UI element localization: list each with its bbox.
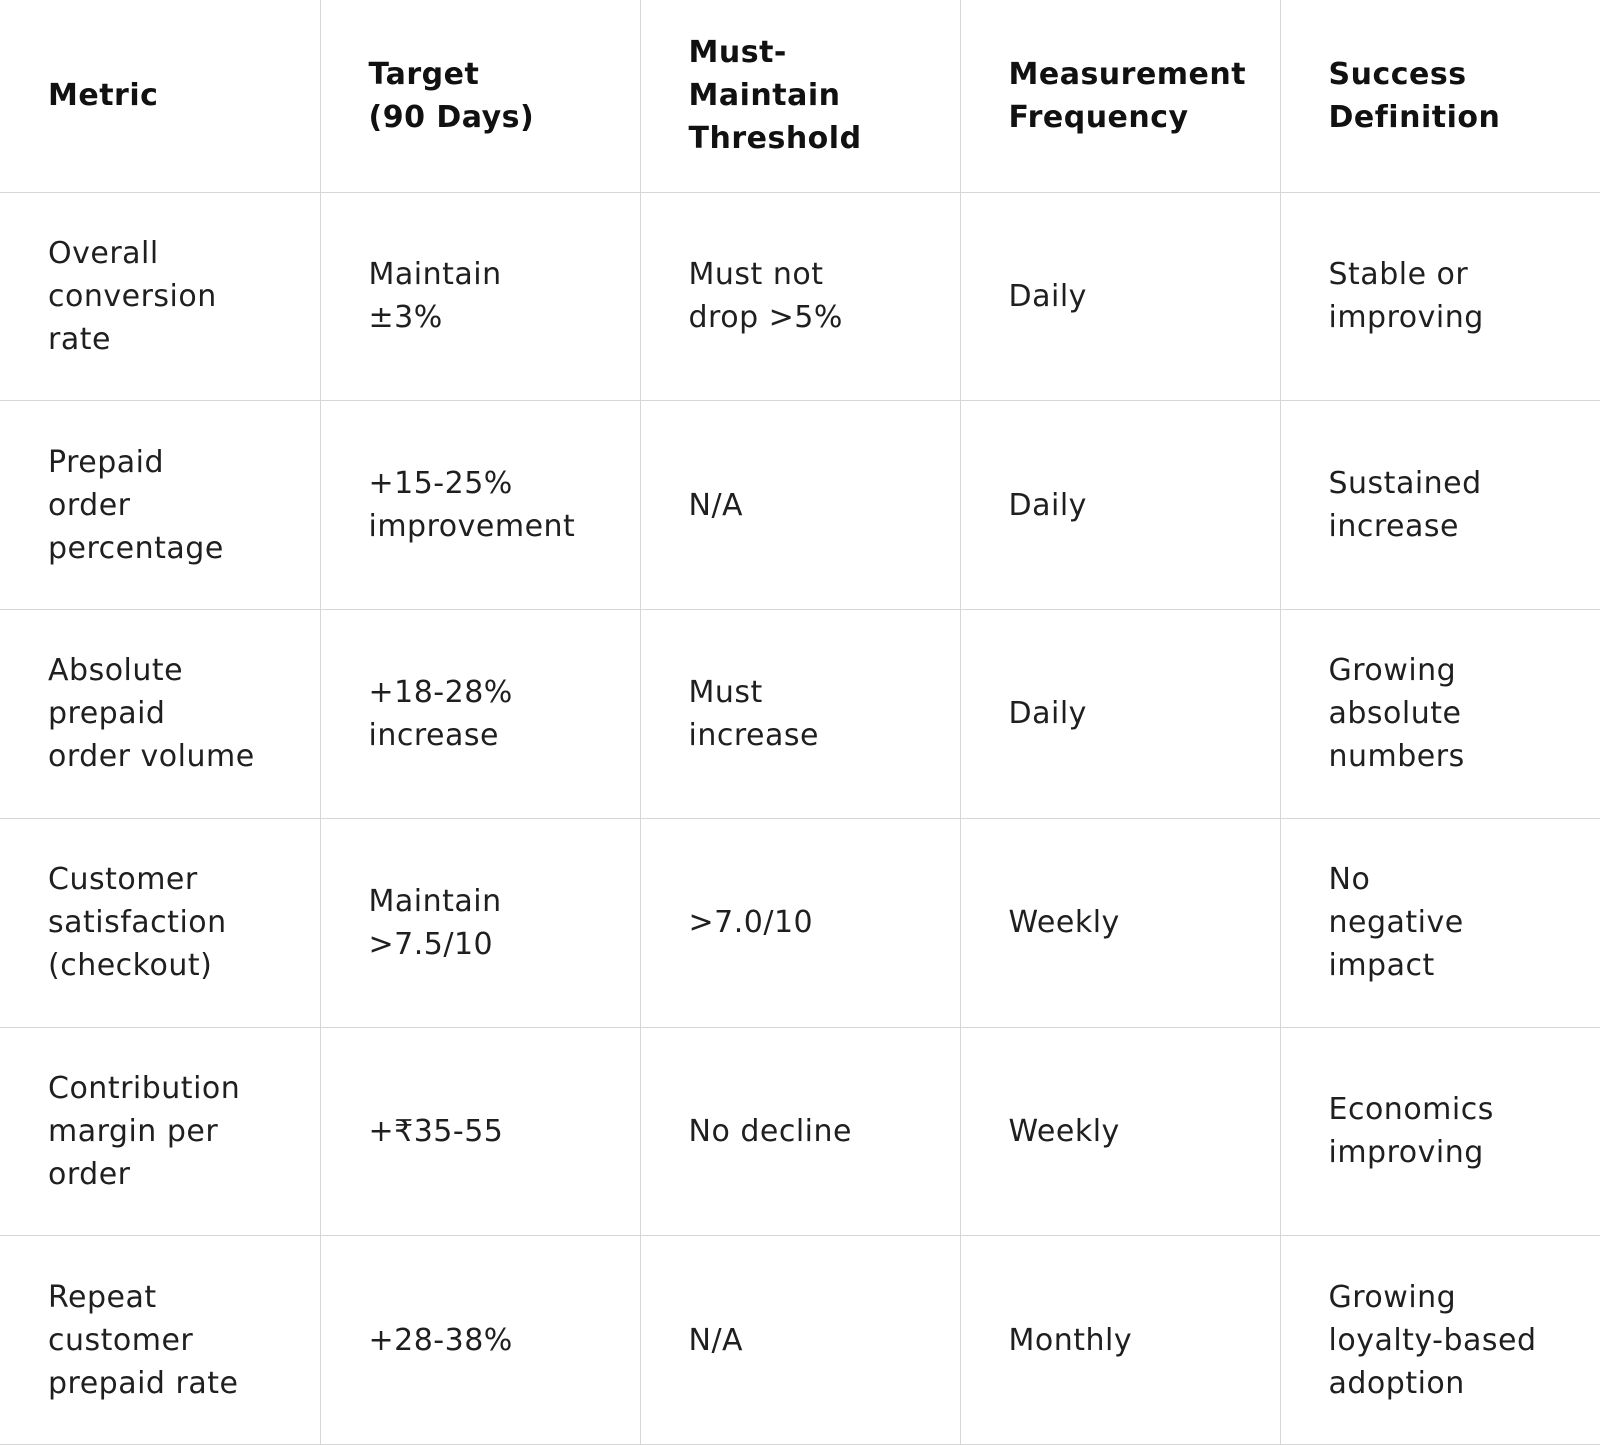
cell-threshold: N/A xyxy=(640,1236,960,1445)
cell-success: Growing loyalty-based adoption xyxy=(1280,1236,1600,1445)
cell-frequency: Weekly xyxy=(960,818,1280,1027)
cell-target: +₹35-55 xyxy=(320,1027,640,1236)
cell-frequency: Weekly xyxy=(960,1027,1280,1236)
header-success: Success Definition xyxy=(1280,0,1600,192)
table-row xyxy=(0,1236,1600,1445)
table-body xyxy=(0,192,1600,1445)
cell-target: +28-38% xyxy=(320,1236,640,1445)
cell-threshold: >7.0/10 xyxy=(640,818,960,1027)
cell-metric: Contribution margin per order xyxy=(0,1027,320,1236)
table-row xyxy=(0,1027,1600,1236)
header-metric: Metric xyxy=(0,0,320,192)
header-row xyxy=(0,0,1600,192)
cell-metric: Overall conversion rate xyxy=(0,192,320,401)
cell-target: +18-28% increase xyxy=(320,610,640,819)
cell-frequency: Daily xyxy=(960,401,1280,610)
cell-threshold: Must not drop >5% xyxy=(640,192,960,401)
cell-target: +15-25% improvement xyxy=(320,401,640,610)
cell-frequency: Daily xyxy=(960,610,1280,819)
cell-success: Growing absolute numbers xyxy=(1280,610,1600,819)
table-row xyxy=(0,192,1600,401)
cell-target: Maintain >7.5/10 xyxy=(320,818,640,1027)
table-header xyxy=(0,0,1600,192)
header-threshold: Must- Maintain Threshold xyxy=(640,0,960,192)
cell-metric: Absolute prepaid order volume xyxy=(0,610,320,819)
cell-target: Maintain ±3% xyxy=(320,192,640,401)
cell-threshold: Must increase xyxy=(640,610,960,819)
header-frequency: Measurement Frequency xyxy=(960,0,1280,192)
cell-frequency: Daily xyxy=(960,192,1280,401)
cell-metric: Prepaid order percentage xyxy=(0,401,320,610)
header-target: Target (90 Days) xyxy=(320,0,640,192)
cell-success: Sustained increase xyxy=(1280,401,1600,610)
table-row xyxy=(0,401,1600,610)
cell-success: No negative impact xyxy=(1280,818,1600,1027)
cell-threshold: N/A xyxy=(640,401,960,610)
cell-success: Stable or improving xyxy=(1280,192,1600,401)
table-row xyxy=(0,610,1600,819)
table-row xyxy=(0,818,1600,1027)
cell-metric: Repeat customer prepaid rate xyxy=(0,1236,320,1445)
cell-success: Economics improving xyxy=(1280,1027,1600,1236)
cell-metric: Customer satisfaction (checkout) xyxy=(0,818,320,1027)
cell-frequency: Monthly xyxy=(960,1236,1280,1445)
cell-threshold: No decline xyxy=(640,1027,960,1236)
